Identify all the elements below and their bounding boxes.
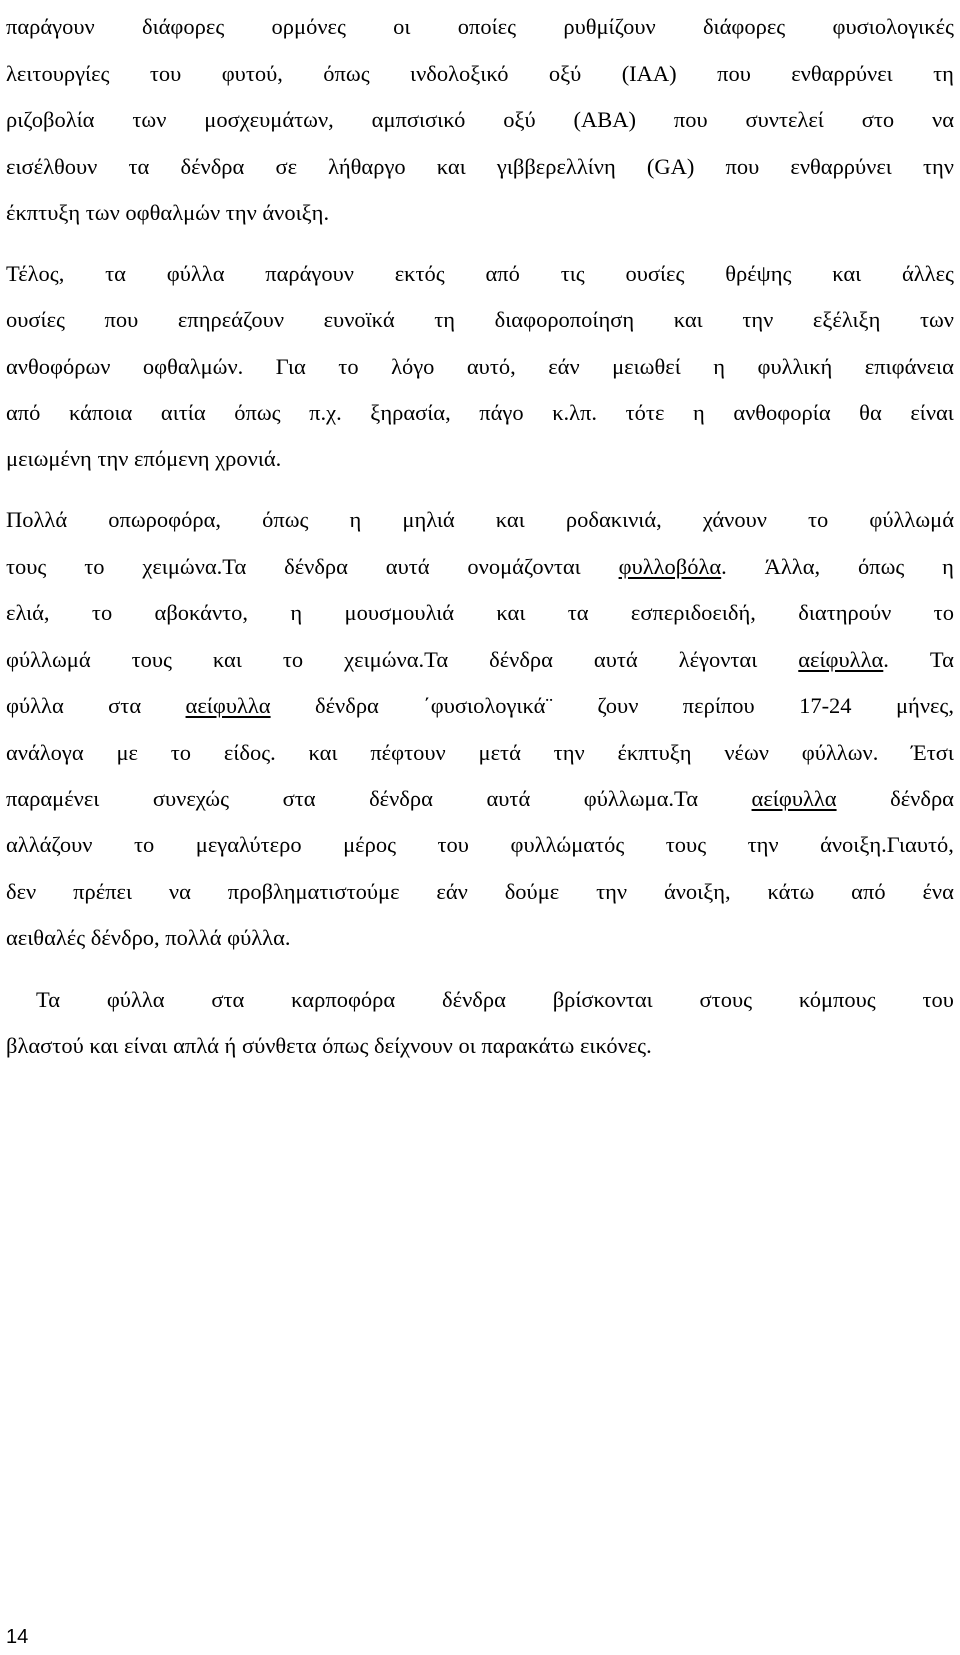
- word: άνοιξη.Γιαυτό,: [820, 832, 954, 857]
- text-line: [6, 398, 954, 428]
- word: διάφορες: [141, 14, 225, 39]
- word: μήνες,: [895, 693, 954, 718]
- underlined-term: αείφυλλα: [751, 786, 837, 811]
- word: ονομάζονται: [467, 554, 581, 579]
- word: λόγο: [391, 354, 435, 379]
- word: λέγονται: [678, 647, 758, 672]
- word: και: [832, 261, 862, 286]
- word: ουσίες: [625, 261, 685, 286]
- word: κάποια: [68, 400, 133, 425]
- word: το: [338, 354, 359, 379]
- word: το: [170, 740, 192, 765]
- word: δεν: [6, 879, 37, 904]
- word: αλλάζουν: [6, 832, 93, 857]
- word: σε: [275, 154, 298, 179]
- text-line: [36, 985, 954, 1015]
- word: μοσχευμάτων,: [204, 107, 334, 132]
- word: είναι: [910, 400, 954, 425]
- word: αυτά: [593, 647, 638, 672]
- word: [186, 691, 271, 721]
- word: φυσιολογικές: [832, 14, 954, 39]
- word: άνοιξη,: [663, 879, 731, 904]
- word: ορμόνες: [271, 14, 346, 39]
- word: και: [495, 507, 525, 532]
- word: ενθαρρύνει: [790, 154, 892, 179]
- word: βλαστού και είναι απλά ή σύνθετα όπως δείχνουν οι παρακάτω εικόνες.: [6, 1033, 652, 1058]
- text-line: [6, 923, 954, 953]
- word: στους: [699, 987, 753, 1012]
- word: Έτσι: [911, 740, 954, 765]
- word: όπως: [234, 400, 281, 425]
- word: ροδακινιά,: [565, 507, 662, 532]
- word: ανθοφόρων: [6, 354, 111, 379]
- word: ουσίες: [6, 307, 65, 332]
- word: δένδρα: [180, 154, 245, 179]
- word: οξύ: [548, 61, 582, 86]
- word: λειτουργίες: [6, 61, 110, 86]
- word: την: [747, 832, 779, 857]
- word: Τέλος,: [6, 261, 65, 286]
- word: μειωμένη την επόμενη χρονιά.: [6, 446, 282, 471]
- word: αβοκάντο,: [154, 600, 249, 625]
- word: οξύ: [503, 107, 536, 132]
- word: διαφοροποίηση: [494, 307, 635, 332]
- word: πέφτουν: [370, 740, 446, 765]
- text-line: [6, 598, 954, 628]
- word: (GA): [646, 154, 695, 179]
- word: φύλλα: [166, 261, 225, 286]
- word: το: [808, 507, 829, 532]
- word: τα: [105, 261, 126, 286]
- word: την: [742, 307, 774, 332]
- text-line: [6, 59, 954, 89]
- word: που: [104, 307, 139, 332]
- word: δένδρα: [369, 786, 433, 811]
- word: την: [553, 740, 585, 765]
- word: βρίσκονται: [552, 987, 653, 1012]
- word: τότε: [625, 400, 665, 425]
- word: με: [116, 740, 138, 765]
- word: φύλλα: [6, 693, 64, 718]
- word: από: [851, 879, 886, 904]
- word: περίπου: [682, 693, 755, 718]
- word: την: [596, 879, 628, 904]
- word: ευνοϊκά: [323, 307, 395, 332]
- word: διάφορες: [702, 14, 786, 39]
- word: και: [308, 740, 338, 765]
- word: και: [212, 647, 242, 672]
- word: χειμώνα.Τα: [344, 647, 449, 672]
- word: το: [91, 600, 113, 625]
- word: το: [84, 554, 105, 579]
- text-line: [6, 1031, 954, 1061]
- word: αείφυλλα.: [798, 647, 889, 672]
- word: δούμε: [504, 879, 560, 904]
- word: δένδρα: [489, 647, 553, 672]
- word: 17-24: [799, 693, 852, 718]
- word: στα: [211, 987, 245, 1012]
- word: μηλιά: [402, 507, 455, 532]
- word: [752, 784, 837, 814]
- text-line: [6, 305, 954, 335]
- text-line: [6, 444, 954, 474]
- word: θα: [859, 400, 882, 425]
- word: παράγουν: [265, 261, 354, 286]
- word: τους: [6, 554, 47, 579]
- word: όπως: [857, 554, 905, 579]
- word: η: [942, 554, 954, 579]
- word: εξέλιξη: [812, 307, 881, 332]
- word: εισέλθουν: [6, 154, 98, 179]
- text-line: [6, 105, 954, 135]
- word: μέρος: [343, 832, 397, 857]
- word: το: [133, 832, 155, 857]
- word: από: [485, 261, 520, 286]
- page-number: 14: [6, 1626, 29, 1648]
- word: επιφάνεια: [864, 354, 954, 379]
- word: στα: [108, 693, 142, 718]
- word: ανάλογα: [6, 740, 84, 765]
- word: συνεχώς: [152, 786, 230, 811]
- word: λήθαργο: [328, 154, 406, 179]
- word: δένδρα: [890, 786, 954, 811]
- word: κόμπους: [798, 987, 876, 1012]
- word: επηρεάζουν: [177, 307, 284, 332]
- text-line: [6, 738, 954, 768]
- word: ρυθμίζουν: [563, 14, 656, 39]
- word: συντελεί: [745, 107, 824, 132]
- text-line: [6, 505, 954, 535]
- word: όπως: [323, 61, 370, 86]
- word: εάν: [436, 879, 468, 904]
- text-line: [6, 645, 954, 675]
- word: ζουν: [597, 693, 639, 718]
- word: μουσμουλιά: [344, 600, 455, 625]
- underlined-term: αείφυλλα: [185, 693, 271, 718]
- word: ελιά,: [6, 600, 50, 625]
- word: τα: [128, 154, 150, 179]
- word: ριζοβολία: [6, 107, 95, 132]
- word: των: [132, 107, 167, 132]
- text-line: [6, 12, 954, 42]
- word: που: [673, 107, 708, 132]
- word: θρέψης: [725, 261, 792, 286]
- word: φύλλωμά: [6, 647, 91, 672]
- word: στο: [861, 107, 895, 132]
- word: μεγαλύτερο: [195, 832, 302, 857]
- word: τις: [560, 261, 585, 286]
- word: που: [717, 61, 751, 86]
- underlined-term: φυλλοβόλα: [618, 554, 722, 579]
- word: πάγο: [479, 400, 524, 425]
- word: προβληματιστούμε: [227, 879, 400, 904]
- word: ινδολοξικό: [410, 61, 509, 86]
- word: π.χ.: [309, 400, 342, 425]
- word: και: [436, 154, 466, 179]
- word: τους: [131, 647, 172, 672]
- word: φυλλοβόλα.: [618, 554, 727, 579]
- text-line: [6, 352, 954, 382]
- word: παράγουν: [6, 14, 95, 39]
- word: οφθαλμών.: [142, 354, 244, 379]
- word: να: [168, 879, 191, 904]
- word: παραμένει: [6, 786, 100, 811]
- word: όπως: [262, 507, 309, 532]
- word: Άλλα,: [764, 554, 821, 579]
- word: μειωθεί: [612, 354, 681, 379]
- word: ένα: [922, 879, 954, 904]
- word: φυτού,: [221, 61, 283, 86]
- word: εσπεριδοειδή,: [630, 600, 756, 625]
- word: του: [149, 61, 182, 86]
- text-line: [6, 552, 954, 582]
- text-line: [6, 691, 954, 721]
- word: μετά: [478, 740, 521, 765]
- word: φύλλωμα.Τα: [583, 786, 698, 811]
- word: άλλες: [901, 261, 954, 286]
- word: στα: [282, 786, 316, 811]
- word: τη: [933, 61, 954, 86]
- word: οπωροφόρα,: [108, 507, 221, 532]
- word: να: [932, 107, 954, 132]
- word: το: [282, 647, 304, 672]
- word: φύλλωμά: [869, 507, 954, 532]
- word: η: [290, 600, 303, 625]
- word: (ABA): [573, 107, 636, 132]
- word: (IAA): [621, 61, 677, 86]
- word: που: [725, 154, 760, 179]
- word: κάτω: [767, 879, 815, 904]
- word: η: [349, 507, 362, 532]
- word: και: [673, 307, 703, 332]
- word: εάν: [548, 354, 580, 379]
- text-line: [6, 152, 954, 182]
- word: του: [437, 832, 469, 857]
- text-line: [6, 877, 954, 907]
- word: αμπσισικό: [371, 107, 466, 132]
- word: πρέπει: [73, 879, 133, 904]
- word: ενθαρρύνει: [791, 61, 893, 86]
- word: ΄φυσιολογικά¨: [423, 693, 553, 718]
- word: καρποφόρα: [291, 987, 396, 1012]
- word: ξηρασία,: [370, 400, 451, 425]
- word: φυλλική: [757, 354, 833, 379]
- text-line: [6, 259, 954, 289]
- text-line: [6, 198, 954, 228]
- word: γιββερελλίνη: [496, 154, 616, 179]
- underlined-term: αείφυλλα: [798, 647, 884, 672]
- text-line: [6, 784, 954, 814]
- word: αυτά: [385, 554, 430, 579]
- word: των: [919, 307, 954, 332]
- word: κ.λπ.: [552, 400, 598, 425]
- word: φύλλα: [106, 987, 165, 1012]
- word: τα: [567, 600, 589, 625]
- word: η: [713, 354, 726, 379]
- word: εκτός: [394, 261, 445, 286]
- word: τη: [434, 307, 456, 332]
- word: φύλλων.: [801, 740, 879, 765]
- word: έκπτυξη των οφθαλμών την άνοιξη.: [6, 200, 330, 225]
- word: το: [933, 600, 954, 625]
- word: Τα: [929, 647, 954, 672]
- word: από: [6, 400, 41, 425]
- word: αιτία: [160, 400, 206, 425]
- word: δένδρα: [315, 693, 379, 718]
- word: δένδρα: [442, 987, 506, 1012]
- word: Για: [275, 354, 306, 379]
- word: Τα: [36, 987, 60, 1012]
- word: Πολλά: [6, 507, 68, 532]
- word: οι: [393, 14, 411, 39]
- text-line: [6, 830, 954, 860]
- word: την: [923, 154, 954, 179]
- word: η: [692, 400, 705, 425]
- word: αυτά: [486, 786, 531, 811]
- word: έκπτυξη: [617, 740, 692, 765]
- word: διατηρούν: [798, 600, 892, 625]
- word: χάνουν: [702, 507, 767, 532]
- word: δένδρα: [284, 554, 348, 579]
- word: τους: [665, 832, 707, 857]
- word: νέων: [724, 740, 769, 765]
- word: αειθαλές δένδρο, πολλά φύλλα.: [6, 925, 291, 950]
- word: αυτό,: [466, 354, 516, 379]
- word: φυλλώματός: [510, 832, 625, 857]
- word: είδος.: [223, 740, 276, 765]
- word: ανθοφορία: [733, 400, 831, 425]
- word: και: [496, 600, 526, 625]
- word: οποίες: [457, 14, 517, 39]
- word: του: [922, 987, 954, 1012]
- word: χειμώνα.Τα: [142, 554, 247, 579]
